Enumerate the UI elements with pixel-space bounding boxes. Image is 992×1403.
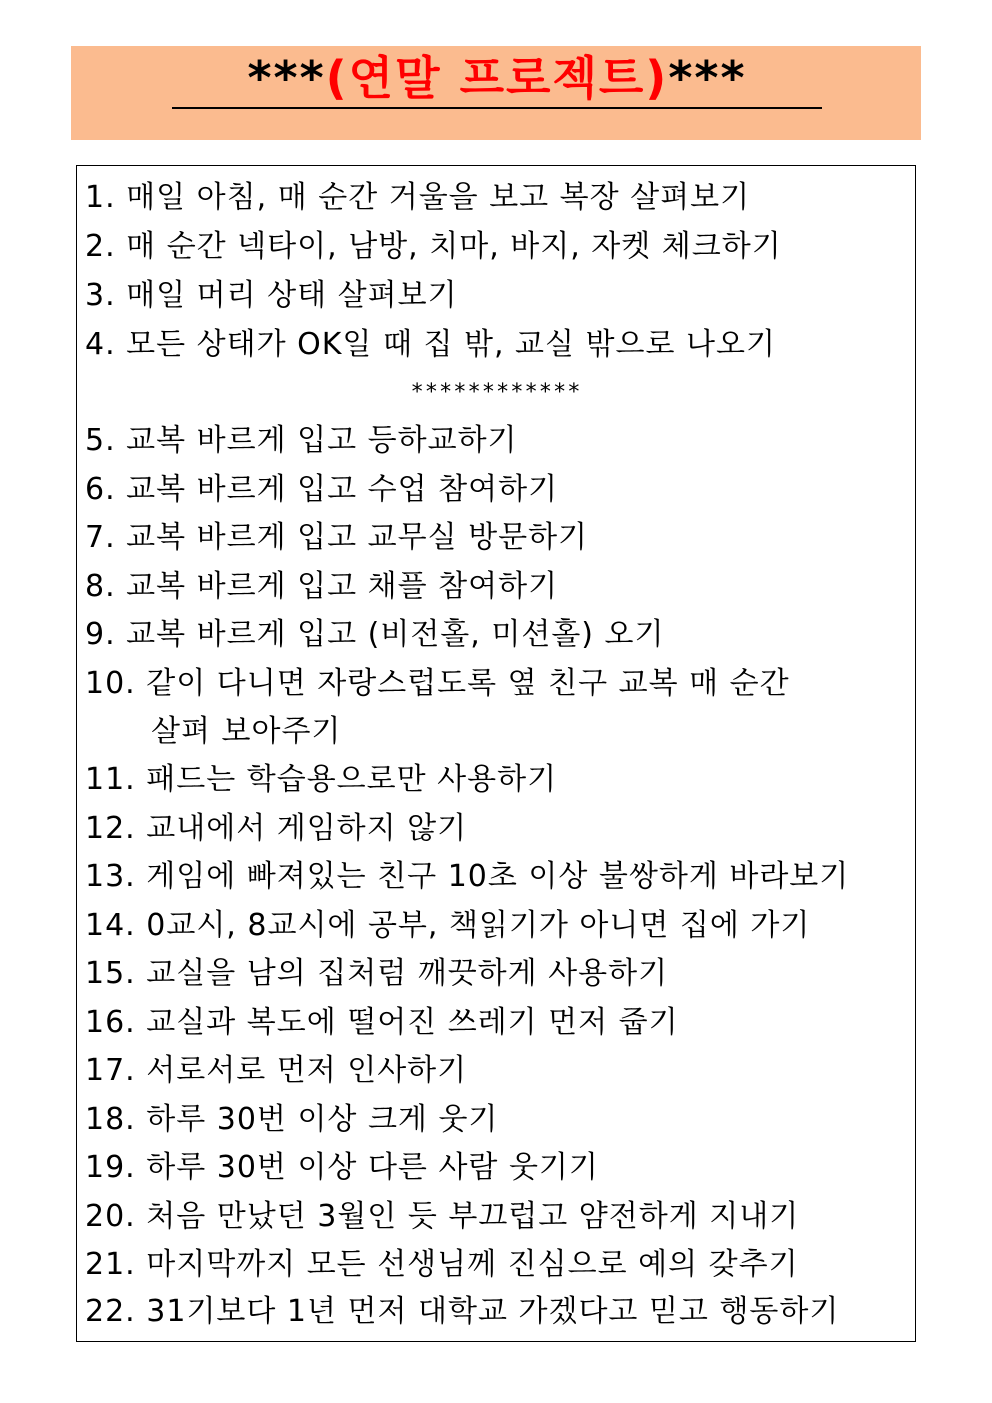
list-item: 22. 31기보다 1년 먼저 대학교 가겠다고 믿고 행동하기	[85, 1294, 840, 1329]
title-stars-right: ***	[668, 51, 747, 105]
list-item: 5. 교복 바르게 입고 등하교하기	[85, 423, 518, 458]
list-item: 12. 교내에서 게임하지 않기	[85, 811, 468, 846]
list-item: 21. 마지막까지 모든 선생님께 진심으로 예의 갖추기	[85, 1247, 799, 1282]
page-title	[172, 48, 822, 110]
list-item: 2. 매 순간 넥타이, 남방, 치마, 바지, 자켓 체크하기	[85, 229, 782, 264]
list-item: 19. 하루 30번 이상 다른 사람 웃기기	[85, 1150, 599, 1185]
list-item: 8. 교복 바르게 입고 채플 참여하기	[85, 569, 559, 604]
list-item: 11. 패드는 학습용으로만 사용하기	[85, 762, 558, 797]
list-item: 16. 교실과 복도에 떨어진 쓰레기 먼저 줍기	[85, 1005, 679, 1040]
list-item: 10. 같이 다니면 자랑스럽도록 옆 친구 교복 매 순간	[85, 666, 790, 701]
title-underline	[172, 107, 822, 109]
list-item: 3. 매일 머리 상태 살펴보기	[85, 278, 458, 313]
list-item: 20. 처음 만났던 3월인 듯 부끄럽고 얌전하게 지내기	[85, 1199, 800, 1234]
list-item: 4. 모든 상태가 OK일 때 집 밖, 교실 밖으로 나오기	[85, 327, 776, 362]
list-item: 14. 0교시, 8교시에 공부, 책읽기가 아니면 집에 가기	[85, 908, 811, 943]
list-item: 7. 교복 바르게 입고 교무실 방문하기	[85, 520, 589, 555]
list-item: 9. 교복 바르게 입고 (비전홀, 미션홀) 오기	[85, 617, 665, 652]
list-item: 1. 매일 아침, 매 순간 거울을 보고 복장 살펴보기	[85, 180, 751, 215]
list-item: 18. 하루 30번 이상 크게 웃기	[85, 1102, 499, 1137]
title-main-text: (연말 프로젝트)	[325, 51, 669, 105]
list-item: 13. 게임에 빠져있는 친구 10초 이상 불쌍하게 바라보기	[85, 859, 850, 894]
list-item: 17. 서로서로 먼저 인사하기	[85, 1053, 468, 1088]
list-item: 15. 교실을 남의 집처럼 깨끗하게 사용하기	[85, 956, 669, 991]
list-item: 6. 교복 바르게 입고 수업 참여하기	[85, 472, 559, 507]
title-stars-left: ***	[247, 51, 326, 105]
section-divider: ************	[410, 380, 582, 405]
rules-list-box	[76, 165, 916, 1342]
list-item-continuation: 살펴 보아주기	[151, 714, 342, 749]
